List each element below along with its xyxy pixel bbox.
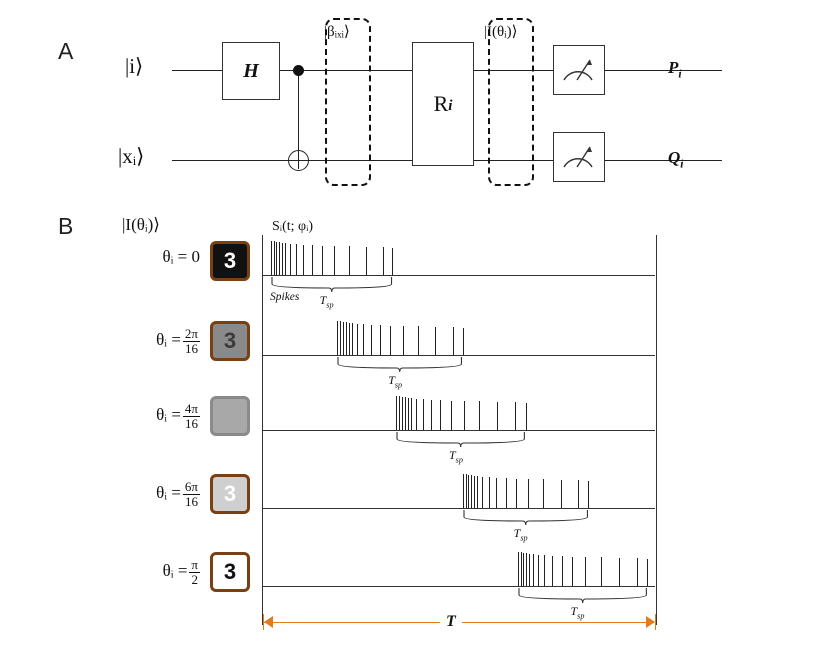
spike xyxy=(497,402,498,430)
fraction-denominator: 16 xyxy=(183,494,200,509)
spike xyxy=(474,476,475,508)
time-arrow-head-left xyxy=(264,616,273,628)
spike xyxy=(337,321,338,355)
time-arrow-head-right xyxy=(646,616,655,628)
spike xyxy=(533,554,534,586)
spike xyxy=(431,400,432,430)
hadamard-gate-label: H xyxy=(243,59,259,82)
spike xyxy=(468,475,469,508)
spike xyxy=(276,242,277,275)
spike xyxy=(416,399,417,430)
hadamard-gate[interactable] xyxy=(222,42,280,100)
spike xyxy=(528,479,529,508)
spike xyxy=(471,475,472,508)
spike xyxy=(561,480,562,508)
spike xyxy=(515,402,516,430)
spike xyxy=(396,396,397,430)
spike xyxy=(366,247,367,275)
spike xyxy=(526,553,527,586)
tsp-label-row-1 xyxy=(320,293,334,309)
measurement-top[interactable] xyxy=(553,45,605,95)
spike xyxy=(479,401,480,430)
spike xyxy=(383,247,384,275)
tsp-subscript: sp xyxy=(394,380,403,390)
fraction-denominator: 16 xyxy=(183,341,200,356)
spike xyxy=(463,328,464,355)
spike xyxy=(352,323,353,355)
tsp-brace-row-2 xyxy=(337,357,462,373)
tsp-symbol: T xyxy=(319,293,327,307)
spike xyxy=(578,480,579,508)
theta-text: θᵢ = xyxy=(156,330,181,350)
spike xyxy=(453,327,454,355)
spike xyxy=(282,243,283,275)
spike xyxy=(543,479,544,508)
spike xyxy=(334,246,335,275)
spike xyxy=(405,397,406,430)
spike xyxy=(463,474,464,508)
theta-fraction xyxy=(183,480,200,508)
spike xyxy=(466,474,467,508)
spike xyxy=(285,243,286,275)
plot-right-axis xyxy=(656,235,657,625)
spike xyxy=(601,557,602,586)
spike-train-baseline-row-2 xyxy=(263,355,655,356)
spike xyxy=(552,556,553,586)
beta-state-marker xyxy=(325,18,371,186)
spike xyxy=(349,246,350,275)
spike xyxy=(482,477,483,508)
tsp-symbol: T xyxy=(513,526,521,540)
rotation-gate[interactable] xyxy=(412,42,474,166)
spike xyxy=(588,481,589,508)
beta-state-label: |βᵢₓᵢ⟩ xyxy=(324,24,350,40)
cnot-control-dot xyxy=(293,65,304,76)
spike xyxy=(544,555,545,586)
theta-label-row-5 xyxy=(95,558,200,586)
spike xyxy=(343,322,344,355)
tsp-symbol: T xyxy=(570,604,578,618)
fraction-numerator: π xyxy=(191,557,198,572)
tsp-subscript: sp xyxy=(577,611,585,621)
tsp-subscript: sp xyxy=(326,300,334,310)
rotation-gate-label: R xyxy=(433,91,449,116)
spike xyxy=(296,244,297,275)
spike xyxy=(418,326,419,355)
tsp-label-row-4 xyxy=(514,526,528,542)
spike xyxy=(390,326,391,356)
spike xyxy=(477,476,478,508)
spike xyxy=(402,397,403,430)
spike xyxy=(518,552,519,586)
theta-fraction xyxy=(183,327,200,355)
tsp-subscript: sp xyxy=(455,455,463,465)
encoded-image-tile-row-3 xyxy=(210,396,250,436)
intensity-state-column-header: |I(θᵢ)⟩ xyxy=(122,215,160,234)
theta-text: θᵢ = 0 xyxy=(162,247,200,266)
spike-train-baseline-row-1 xyxy=(263,275,655,276)
spike xyxy=(312,245,313,275)
signal-axis-label: Sᵢ(t; φᵢ) xyxy=(272,219,314,234)
theta-text: θᵢ = xyxy=(162,561,188,581)
tsp-symbol: T xyxy=(388,373,395,387)
fraction-numerator: 6π xyxy=(184,479,198,494)
encoded-image-tile-row-1: 3 xyxy=(210,241,250,281)
spike xyxy=(451,401,452,431)
rotation-gate-subscript: i xyxy=(448,98,453,114)
encoded-image-tile-row-2: 3 xyxy=(210,321,250,361)
spike xyxy=(271,241,272,275)
theta-text: θᵢ = xyxy=(156,405,181,425)
spike xyxy=(647,559,648,586)
encoded-image-tile-row-4: 3 xyxy=(210,474,250,514)
spike xyxy=(408,398,409,430)
output-label-top xyxy=(668,58,682,80)
tsp-brace-row-3 xyxy=(396,432,525,448)
spike xyxy=(585,557,586,586)
theta-label-row-1 xyxy=(95,247,200,267)
panel-a-letter: A xyxy=(58,38,74,64)
tsp-brace-row-4 xyxy=(463,510,588,526)
time-axis-end-tick xyxy=(655,614,656,630)
spike xyxy=(340,321,341,355)
spike xyxy=(489,477,490,508)
output-top-sub: i xyxy=(678,67,682,81)
spike xyxy=(322,246,323,276)
tsp-brace-row-5 xyxy=(518,588,647,604)
spike xyxy=(619,558,620,586)
spike xyxy=(290,244,291,275)
input-ket-top: |i⟩ xyxy=(125,54,144,78)
spike xyxy=(440,400,441,430)
spikes-annotation-label: Spikes xyxy=(270,291,300,303)
cnot-control-line xyxy=(298,70,299,160)
tsp-label-row-2 xyxy=(388,373,402,389)
spike xyxy=(506,478,507,508)
tsp-subscript: sp xyxy=(520,533,528,543)
output-label-bottom xyxy=(668,148,684,170)
spike xyxy=(538,555,539,586)
intensity-state-label: |I(θᵢ)⟩ xyxy=(484,24,518,40)
measurement-bottom[interactable] xyxy=(553,132,605,182)
input-ket-bottom: |xᵢ⟩ xyxy=(118,144,145,168)
panel-b-letter: B xyxy=(58,213,74,239)
spike xyxy=(380,325,381,355)
theta-fraction xyxy=(189,558,200,586)
tsp-symbol: T xyxy=(448,448,456,462)
fraction-numerator: 2π xyxy=(184,326,198,341)
spike xyxy=(403,326,404,355)
theta-fraction xyxy=(183,402,200,430)
fraction-numerator: 4π xyxy=(184,401,198,416)
fraction-denominator: 2 xyxy=(189,572,200,587)
spike xyxy=(562,556,563,586)
spike xyxy=(435,327,436,355)
spike xyxy=(346,322,347,355)
spike xyxy=(521,552,522,586)
spike xyxy=(399,396,400,430)
spike xyxy=(572,557,573,587)
spike xyxy=(411,398,412,430)
spike-train-baseline-row-5 xyxy=(263,586,655,587)
spike-train-baseline-row-4 xyxy=(263,508,655,509)
total-time-label: T xyxy=(440,613,462,631)
spike xyxy=(349,323,350,355)
spike xyxy=(496,478,497,508)
spike xyxy=(274,241,275,275)
spike xyxy=(637,558,638,586)
tsp-label-row-5 xyxy=(570,604,584,620)
meter-needle-icon xyxy=(554,46,602,92)
spike xyxy=(371,325,372,355)
spike xyxy=(303,245,304,275)
spike xyxy=(516,479,517,509)
encoded-image-tile-row-5: 3 xyxy=(210,552,250,592)
spike xyxy=(529,554,530,586)
spike xyxy=(357,324,358,355)
spike xyxy=(526,403,527,430)
output-bottom-sub: i xyxy=(680,157,684,171)
spike-train-baseline-row-3 xyxy=(263,430,655,431)
meter-needle-icon xyxy=(554,133,602,179)
spike xyxy=(363,324,364,355)
intensity-state-marker xyxy=(488,18,534,186)
cnot-target-icon xyxy=(288,150,309,171)
output-top-letter: P xyxy=(668,58,679,77)
spike xyxy=(279,242,280,275)
output-bottom-letter: Q xyxy=(668,148,681,167)
spike xyxy=(464,401,465,430)
panel-a-quantum-circuit xyxy=(0,0,830,205)
spike xyxy=(423,399,424,430)
fraction-denominator: 16 xyxy=(183,416,200,431)
theta-text: θᵢ = xyxy=(156,483,181,503)
tsp-label-row-3 xyxy=(449,448,463,464)
theta-label-row-3 xyxy=(95,402,200,430)
theta-label-row-2 xyxy=(95,327,200,355)
theta-label-row-4 xyxy=(95,480,200,508)
spike xyxy=(392,248,393,275)
spike xyxy=(523,553,524,586)
panel-b-spike-trains xyxy=(0,205,830,649)
